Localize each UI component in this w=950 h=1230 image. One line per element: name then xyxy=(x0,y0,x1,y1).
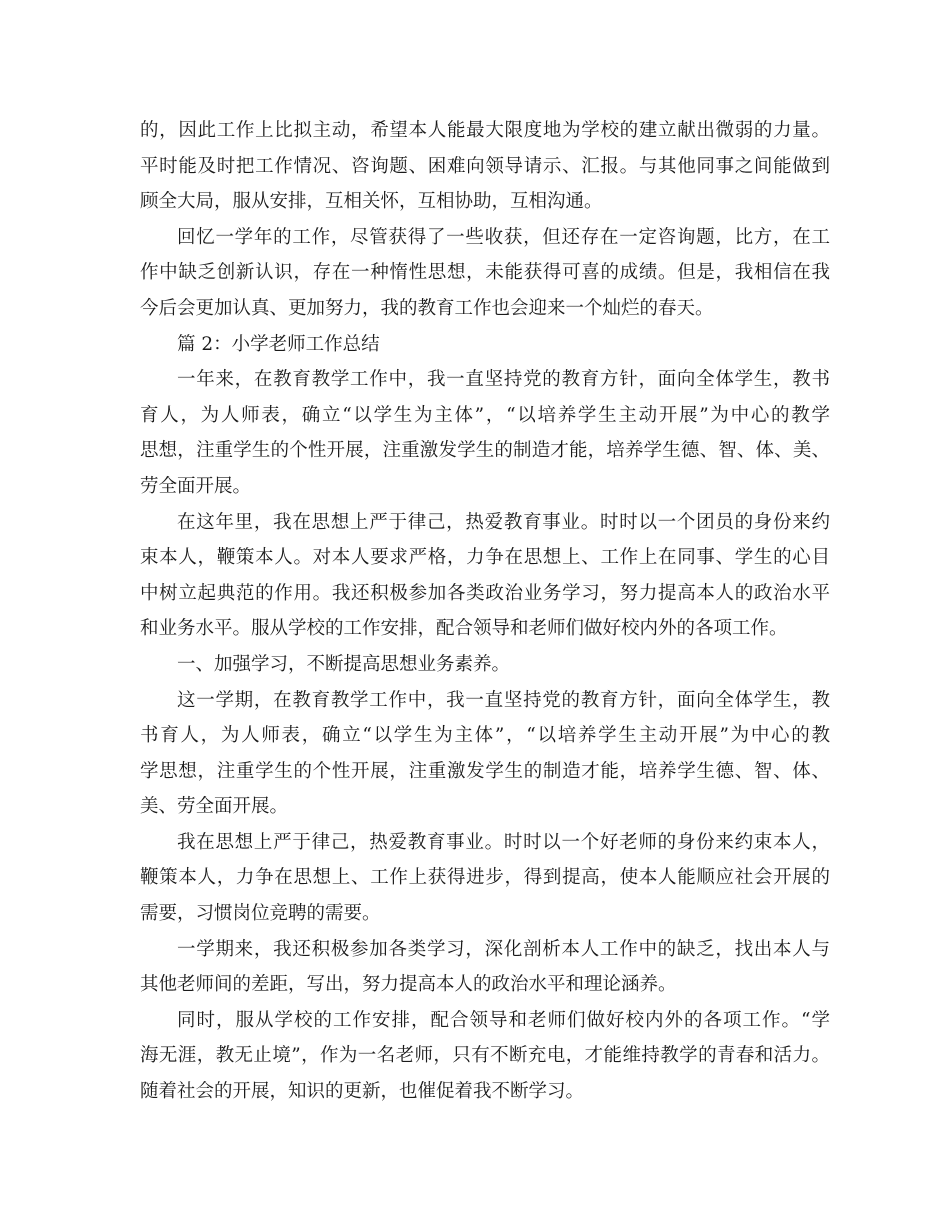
text-line: 这一学期，在教育教学工作中，我一直坚持党的教育方针，面向全体学生，教 xyxy=(177,689,830,711)
paragraph-semester xyxy=(140,683,830,825)
text-line: 和业务水平。服从学校的工作安排，配合领导和老师们做好校内外的各项工作。 xyxy=(140,618,788,640)
text-line: 美、劳全面开展。 xyxy=(140,796,289,818)
paragraph-self-discipline xyxy=(140,825,830,932)
text-line: 育人，为人师表，确立“以学生为主体”，“以培养学生主动开展”为中心的教学 xyxy=(140,404,830,426)
text-line: 一年来，在教育教学工作中，我一直坚持党的教育方针，面向全体学生，教书 xyxy=(177,369,830,391)
text-line: 在这年里，我在思想上严于律己，热爱教育事业。时时以一个团员的身份来约 xyxy=(177,511,830,533)
heading-line: 篇 2：小学老师工作总结 xyxy=(177,333,380,355)
text-line: 劳全面开展。 xyxy=(140,475,252,497)
text-line: 中树立起典范的作用。我还积极参加各类政治业务学习，努力提高本人的政治水平 xyxy=(140,582,830,604)
heading-line: 一、加强学习，不断提高思想业务素养。 xyxy=(177,653,511,675)
text-line: 平时能及时把工作情况、咨询题、困难向领导请示、汇报。与其他同事之间能做到 xyxy=(140,155,830,177)
text-line: 思想，注重学生的个性开展，注重激发学生的制造才能，培养学生德、智、体、美、 xyxy=(140,440,830,462)
text-line: 海无涯，教无止境”，作为一名老师，只有不断充电，才能维持教学的青春和活力。 xyxy=(140,1045,830,1067)
text-line: 的，因此工作上比拟主动，希望本人能最大限度地为学校的建立献出微弱的力量。 xyxy=(140,120,830,141)
text-line: 需要，习惯岗位竞聘的需要。 xyxy=(140,903,381,925)
text-line: 束本人，鞭策本人。对本人要求严格，力争在思想上、工作上在同事、学生的心目 xyxy=(140,547,830,569)
text-line: 作中缺乏创新认识，存在一种惰性思想，未能获得可喜的成绩。但是，我相信在我 xyxy=(140,262,830,284)
text-line: 随着社会的开展，知识的更新，也催促着我不断学习。 xyxy=(140,1081,585,1103)
text-line: 我在思想上严于律己，热爱教育事业。时时以一个好老师的身份来约束本人， xyxy=(177,831,830,853)
text-line: 回忆一学年的工作，尽管获得了一些收获，但还存在一定咨询题，比方，在工 xyxy=(177,226,830,248)
text-line: 其他老师间的差距，写出，努力提高本人的政治水平和理论涵养。 xyxy=(140,974,677,996)
paragraph-year-summary xyxy=(140,362,830,504)
text-line: 鞭策本人，力争在思想上、工作上获得进步，得到提高，使本人能顺应社会开展的 xyxy=(140,867,830,889)
text-line: 学思想，注重学生的个性开展，注重激发学生的制造才能，培养学生德、智、体、 xyxy=(140,760,830,782)
subsection-heading xyxy=(140,647,830,683)
text-line: 同时，服从学校的工作安排，配合领导和老师们做好校内外的各项工作。“学 xyxy=(177,1009,830,1031)
document-body xyxy=(140,113,830,1110)
paragraph-study xyxy=(140,932,830,1003)
paragraph-learning xyxy=(140,1003,830,1110)
text-line: 今后会更加认真、更加努力，我的教育工作也会迎来一个灿烂的春天。 xyxy=(140,297,714,319)
text-line: 顾全大局，服从安排，互相关怀，互相协助，互相沟通。 xyxy=(140,191,603,213)
paragraph-continuation xyxy=(140,113,830,220)
paragraph-review xyxy=(140,220,830,327)
paragraph-this-year xyxy=(140,505,830,647)
text-line: 书育人，为人师表，确立“以学生为主体”，“以培养学生主动开展”为中心的教 xyxy=(140,725,830,747)
section-heading xyxy=(140,327,830,363)
text-line: 一学期来，我还积极参加各类学习，深化剖析本人工作中的缺乏，找出本人与 xyxy=(177,938,830,960)
